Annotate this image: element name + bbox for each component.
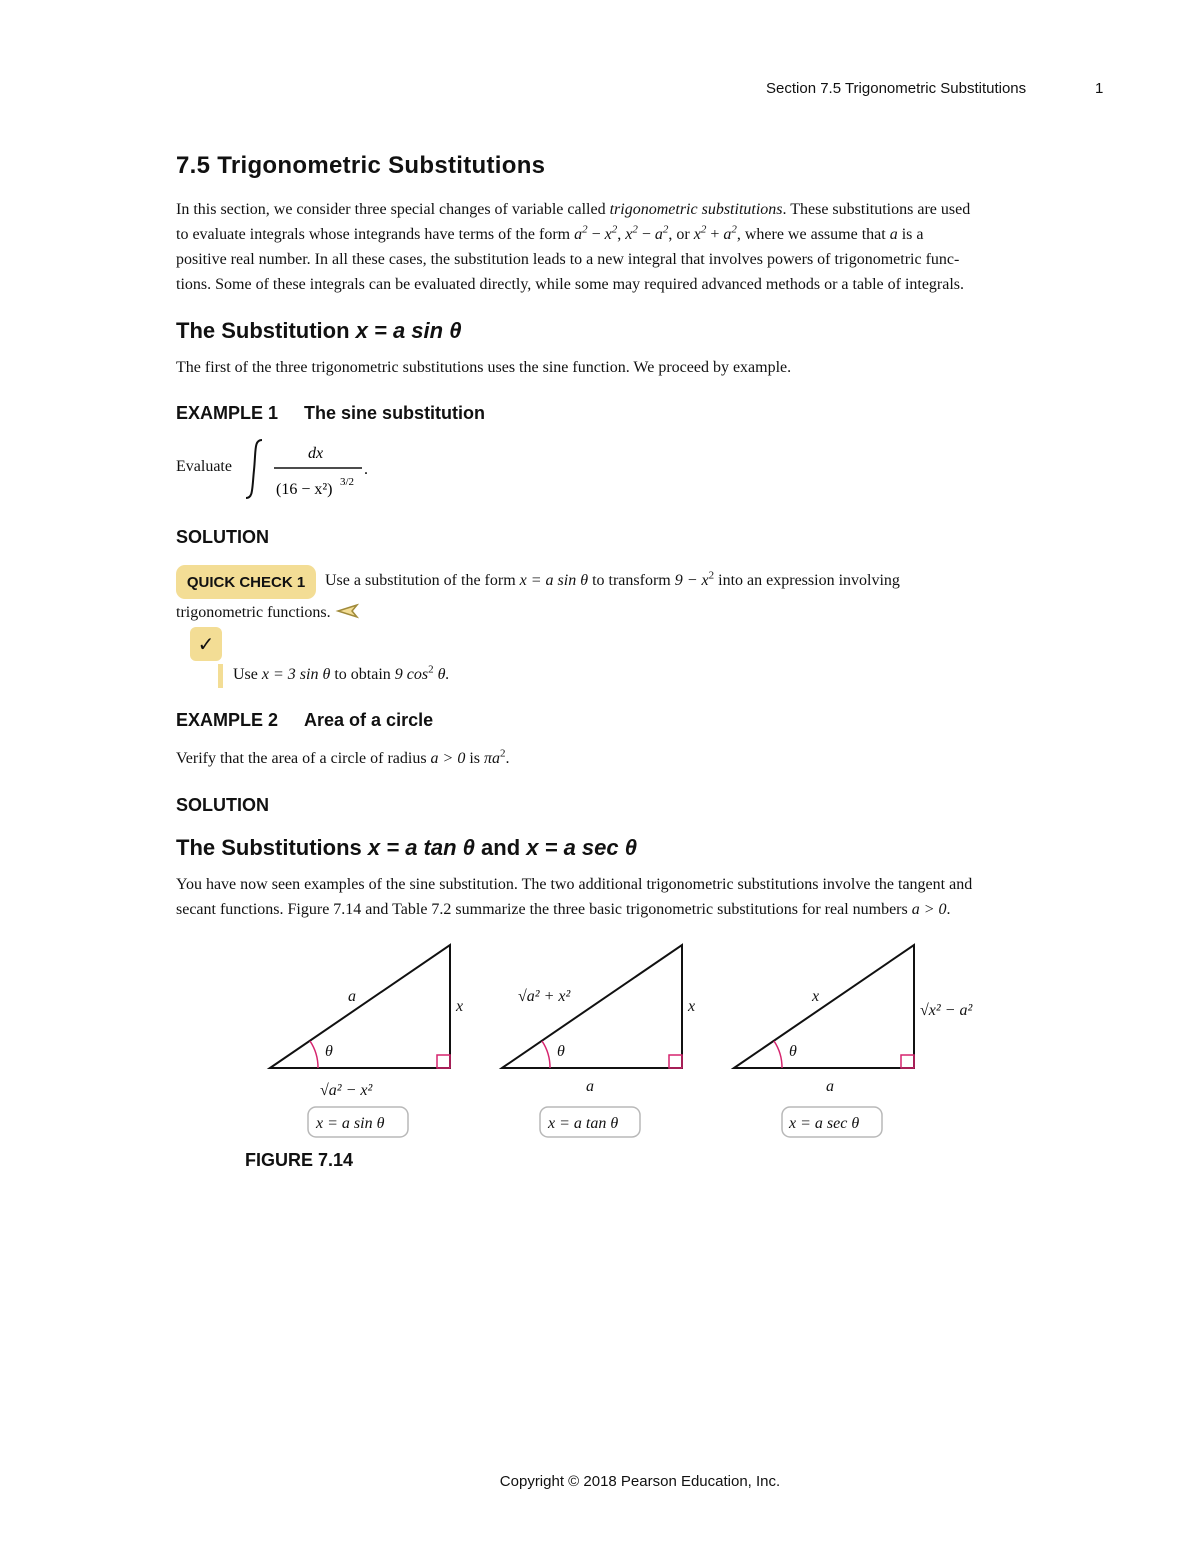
example-2-text: Verify that the area of a circle of radius a > 0 is $\pi a^2$.: [176, 747, 510, 767]
integrand-exponent: 3/2: [340, 476, 355, 488]
adjacent-label: a: [586, 1078, 594, 1095]
running-header: Section 7.5 Trigonometric Substitutions: [766, 80, 1027, 97]
intro-line-1: In this section, we consider three special changes of variable called trigonometric substitutions. These substitutions are used: [176, 201, 971, 218]
evaluate-label: Evaluate: [176, 458, 232, 475]
intro-line-2: to evaluate integrals whose integrands have terms of the form $a^2 - x^2$, $x^2 - a^2$, or $x^2 + a^2$, where we assume that a is a: [176, 223, 924, 243]
integral-sign-icon: [246, 440, 262, 498]
section2-paragraph: [176, 872, 1096, 922]
intro-line-4: tions. Some of these integrals can be evaluated directly, while some may required advanced methods or a table of integrals.: [176, 276, 965, 293]
section2-line-2: secant functions. Figure 7.14 and Table 7.2 summarize the three basic trigonometric substitutions for real numbers a > 0.: [176, 901, 951, 918]
triangle-secant: [734, 945, 973, 1137]
integral-period: .: [364, 461, 368, 478]
angle-label: θ: [789, 1043, 797, 1060]
right-angle-icon: [669, 1055, 682, 1068]
intro-paragraph: [176, 197, 1096, 297]
angle-arc-icon: [774, 1041, 782, 1068]
angle-label: θ: [557, 1043, 565, 1060]
page-number: 1: [1095, 80, 1104, 97]
section2-line-1: You have now seen examples of the sine substitution. The two additional trigonometric substitutions involve the tangent and: [176, 876, 973, 893]
hypotenuse-label: x: [812, 988, 820, 1005]
opposite-label: x: [688, 998, 696, 1015]
checkmark-icon[interactable]: ✓: [190, 627, 222, 661]
angle-arc-icon: [310, 1041, 318, 1068]
quick-check-question: Use a substitution of the form x = a sin θ to transform $9 - x^2$ into an expression involving: [325, 569, 900, 589]
section-heading-sine: The Substitution x = a sin θ: [176, 318, 462, 343]
adjacent-label: √a² − x²: [320, 1082, 373, 1099]
answer-toggle-icon[interactable]: [335, 603, 359, 619]
caption-secant: x = a sec θ: [789, 1115, 860, 1132]
section-title: 7.5 Trigonometric Substitutions: [176, 152, 546, 179]
hypotenuse-label: a: [348, 988, 356, 1005]
right-angle-icon: [901, 1055, 914, 1068]
copyright-footer: Copyright © 2018 Pearson Education, Inc.: [499, 1473, 781, 1490]
figure-label: FIGURE 7.14: [245, 1150, 354, 1170]
triangle-tangent: [502, 945, 695, 1137]
adjacent-label: a: [826, 1078, 834, 1095]
quick-check-badge: QUICK CHECK 1: [176, 565, 316, 599]
quick-check-answer: Use x = 3 sin θ to obtain 9 $\cos^2 \theta$.: [233, 663, 450, 683]
angle-arc-icon: [542, 1041, 550, 1068]
section-heading-tan-sec: The Substitutions x = a tan θ and x = a sec θ: [176, 835, 638, 860]
quick-check-question-line-2: trigonometric functions.: [176, 603, 359, 622]
triangle-sine: [270, 945, 463, 1137]
angle-label: θ: [325, 1043, 333, 1060]
integrand-denominator: (16 − x²): [276, 481, 333, 498]
figure-7-14: [260, 935, 1020, 1145]
section1-intro: The first of the three trigonometric substitutions uses the sine function. We proceed by example.: [176, 359, 792, 376]
intro-line-3: positive real number. In all these cases, the substitution leads to a new integral that involves powers of trigonometric func-: [176, 251, 960, 268]
example-1-heading: EXAMPLE 1 The sine substitution: [176, 403, 486, 423]
integral-expression: [240, 436, 380, 504]
opposite-label: √x² − a²: [920, 1002, 973, 1019]
solution-1-label: SOLUTION: [176, 527, 269, 547]
caption-sine: x = a sin θ: [316, 1115, 385, 1132]
solution-2-label: SOLUTION: [176, 795, 269, 815]
caption-tangent: x = a tan θ: [548, 1115, 619, 1132]
answer-bar: [218, 664, 223, 688]
example-2-heading: EXAMPLE 2 Area of a circle: [176, 710, 434, 730]
right-angle-icon: [437, 1055, 450, 1068]
opposite-label: x: [456, 998, 464, 1015]
integrand-numerator: dx: [308, 445, 324, 462]
hypotenuse-label: √a² + x²: [518, 988, 571, 1005]
